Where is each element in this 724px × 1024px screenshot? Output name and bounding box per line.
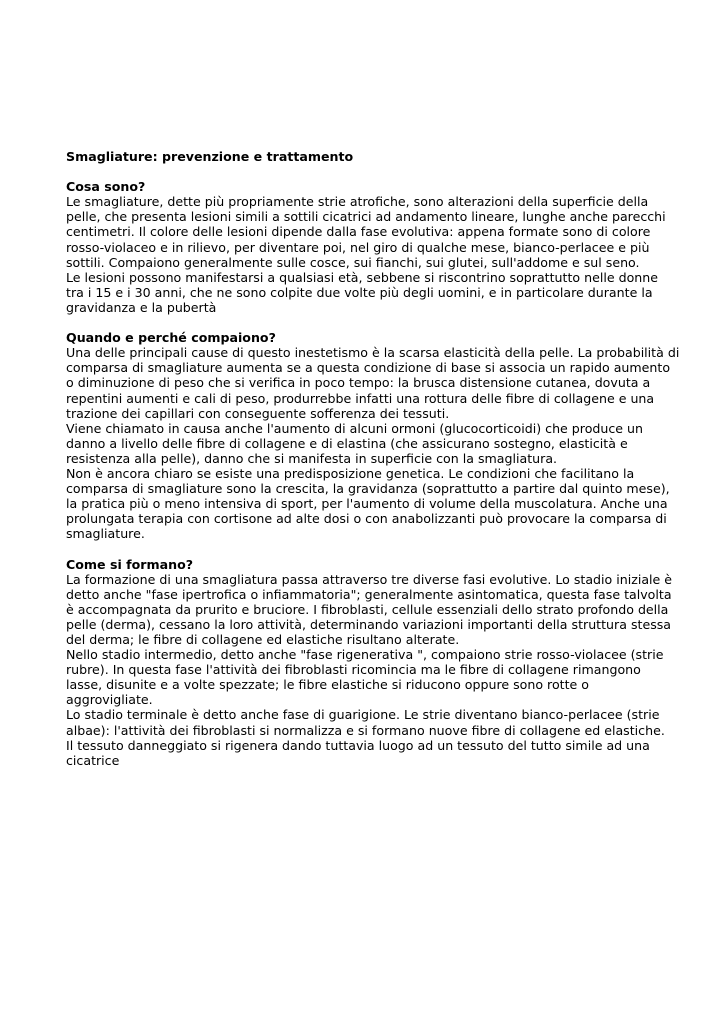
paragraph-line: resistenza alla pelle), danno che si manifesta in superficie con la smagliatura. <box>66 450 558 466</box>
paragraph-line: pelle, che presenta lesioni simili a sottili cicatrici ad andamento lineare, lunghe anche parecchi <box>66 209 666 225</box>
section <box>66 556 673 768</box>
paragraph-line: Non è ancora chiaro se esiste una predisposizione genetica. Le condizioni che facilitano la <box>66 465 635 481</box>
paragraph-line: aggrovigliate. <box>66 692 153 708</box>
paragraph-line: è accompagnata da prurito e bruciore. I fibroblasti, cellule essenziali dello strato profondo della <box>66 601 669 617</box>
paragraph-line: rosso-violaceo e in rilievo, per diventare poi, nel giro di qualche mese, bianco-perlacee e più <box>66 239 650 255</box>
paragraph-line: o diminuzione di peso che si verifica in poco tempo: la brusca distensione cutanea, dovuta a <box>66 375 651 391</box>
section <box>66 330 680 542</box>
paragraph-line: La formazione di una smagliatura passa attraverso tre diverse fasi evolutive. Lo stadio iniziale è <box>66 571 673 587</box>
paragraph-line: la pratica più o meno intensiva di sport, per l'aumento di volume della muscolatura. Anche una <box>66 496 668 512</box>
paragraph-line: del derma; le fibre di collagene ed elastiche risultano alterate. <box>66 632 460 647</box>
paragraph-line: rubre). In questa fase l'attività dei fibroblasti ricomincia ma le fibre di collagene rimangono <box>66 662 641 678</box>
paragraph-line: pelle (derma), cessano la loro attività, determinando variazioni importanti della struttura stessa <box>66 616 672 632</box>
section-heading: Quando e perché compaiono? <box>66 330 276 346</box>
paragraph-line: repentini aumenti e cali di peso, produrrebbe infatti una rottura delle fibre di collagene e una <box>66 390 655 406</box>
document-body <box>66 179 680 768</box>
spacer <box>66 541 662 556</box>
paragraph-line: Il tessuto danneggiato si rigenera dando tuttavia luogo ad un tessuto del tutto simile ad una <box>66 737 650 753</box>
paragraph-line: centimetri. Il colore delle lesioni dipende dalla fase evolutiva: appena formate sono di colore <box>66 224 651 240</box>
paragraph-line: Lo stadio terminale è detto anche fase di guarigione. Le strie diventano bianco-perlacee (strie <box>66 707 660 723</box>
paragraph-line: gravidanza e la pubertà <box>66 299 217 315</box>
paragraph-line: tra i 15 e i 30 anni, che ne sono colpite due volte più degli uomini, e in particolare durante la <box>66 284 653 300</box>
paragraph-line: smagliature. <box>66 526 145 542</box>
spacer <box>66 315 662 330</box>
paragraph-line: Nello stadio intermedio, detto anche "fase rigenerativa ", compaiono strie rosso-violacee (strie <box>66 647 664 663</box>
section <box>66 179 666 315</box>
paragraph-line: danno a livello delle fibre di collagene e di elastina (che assicurano sostegno, elasticità e <box>66 435 628 451</box>
paragraph-line: prolungata terapia con cortisone ad alte dosi o con anabolizzanti può provocare la comparsa di <box>66 511 667 527</box>
paragraph-line: lasse, disunite e a volte spezzate; le fibre elastiche si riducono oppure sono rotte o <box>66 677 589 693</box>
paragraph-line: trazione dei capillari con conseguente sofferenza dei tessuti. <box>66 405 450 421</box>
paragraph-line: cicatrice <box>66 752 120 768</box>
paragraph-line: Le lesioni possono manifestarsi a qualsiasi età, sebbene si riscontrino soprattutto nelle donne <box>66 269 659 285</box>
document-title: Smagliature: prevenzione e trattamento <box>66 149 354 164</box>
paragraph-line: Viene chiamato in causa anche l'aumento di alcuni ormoni (glucocorticoidi) che produce un <box>66 420 644 436</box>
section-heading: Cosa sono? <box>66 179 146 195</box>
paragraph-line: comparsa di smagliature sono la crescita, la gravidanza (soprattutto a partire dal quinto mese), <box>66 481 670 497</box>
paragraph-line: comparsa di smagliature aumenta se a questa condizione di base si associa un rapido aumento <box>66 360 671 376</box>
paragraph-line: sottili. Compaiono generalmente sulle cosce, sui fianchi, sui glutei, sull'addome e sul seno. <box>66 254 640 270</box>
document-page <box>66 149 680 768</box>
spacer <box>66 164 662 179</box>
section-heading: Come si formano? <box>66 556 194 572</box>
paragraph-line: Una delle principali cause di questo inestetismo è la scarsa elasticità della pelle. La probabilità di <box>66 345 680 361</box>
paragraph-line: Le smagliature, dette più propriamente strie atrofiche, sono alterazioni della superficie della <box>66 194 649 210</box>
paragraph-line: detto anche "fase ipertrofica o infiammatoria"; generalmente asintomatica, questa fase talvolta <box>66 586 672 602</box>
paragraph-line: albae): l'attività dei fibroblasti si normalizza e si formano nuove fibre di collagene ed elastiche. <box>66 722 665 738</box>
